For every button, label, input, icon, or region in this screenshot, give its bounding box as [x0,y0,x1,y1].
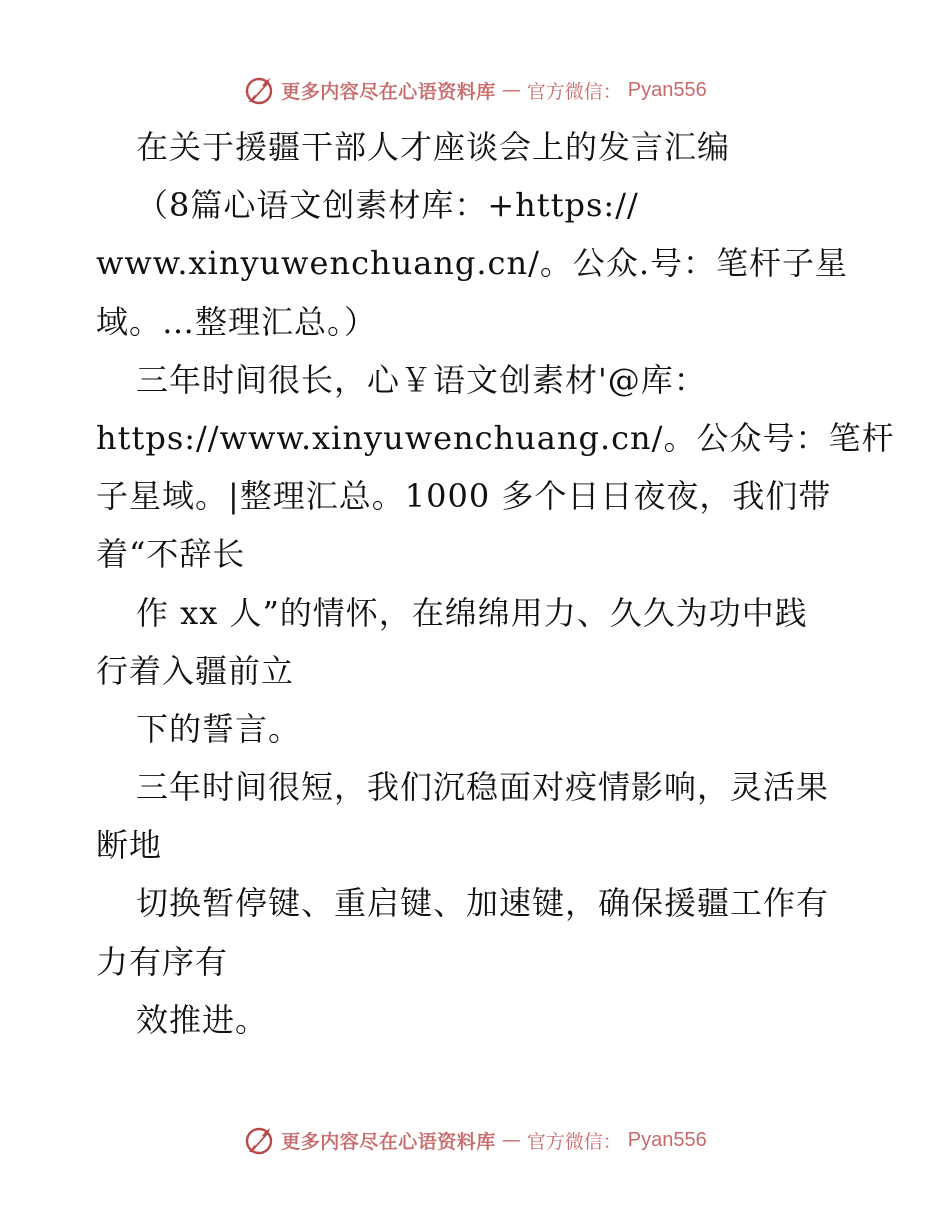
text-line: 下的誓言。 [136,709,302,748]
watermark-wechat-id: Pyan556 [627,1128,707,1151]
watermark-label: 官方微信： [526,1130,622,1153]
text-line: （8篇心语文创素材库：+https:// [136,186,639,225]
text-line: 三年时间很长，心￥语文创素材'@库： [136,360,707,399]
watermark-label: 官方微信： [526,80,622,103]
watermark-dash: — [501,79,521,101]
quill-pen-icon [243,74,275,106]
text-line: 力有序有 [96,942,229,981]
text-line: 断地 [96,826,163,865]
watermark-text: 更多内容尽在心语资料库 [281,80,496,103]
watermark-dash: — [501,1129,521,1151]
text-line: 域。…整理汇总。） [96,302,378,341]
text-line: 切换暂停键、重启键、加速键，确保援疆工作有 [136,884,830,923]
document-body [96,118,895,1049]
text-line: 行着入疆前立 [96,651,295,690]
header-watermark [0,70,950,110]
watermark-text: 更多内容尽在心语资料库 [281,1130,496,1153]
document-title: 在关于援疆干部人才座谈会上的发言汇编 [136,128,731,166]
text-line: 三年时间很短，我们沉稳面对疫情影响，灵活果 [136,768,830,807]
text-line: 效推进。 [136,1000,269,1039]
text-line: 作 xx 人”的情怀，在绵绵用力、久久为功中践 [136,593,808,632]
watermark-wechat-id: Pyan556 [627,78,707,101]
quill-pen-icon [243,1124,275,1156]
text-line: 着“不辞长 [96,535,246,574]
text-line: 子星域。|整理汇总。1000 多个日日夜夜，我们带 [96,477,832,516]
text-line: www.xinyuwenchuang.cn/。公众.号：笔杆子星 [96,244,849,283]
footer-watermark [0,1120,950,1160]
text-line: https://www.xinyuwenchuang.cn/。公众号：笔杆 [96,418,895,457]
